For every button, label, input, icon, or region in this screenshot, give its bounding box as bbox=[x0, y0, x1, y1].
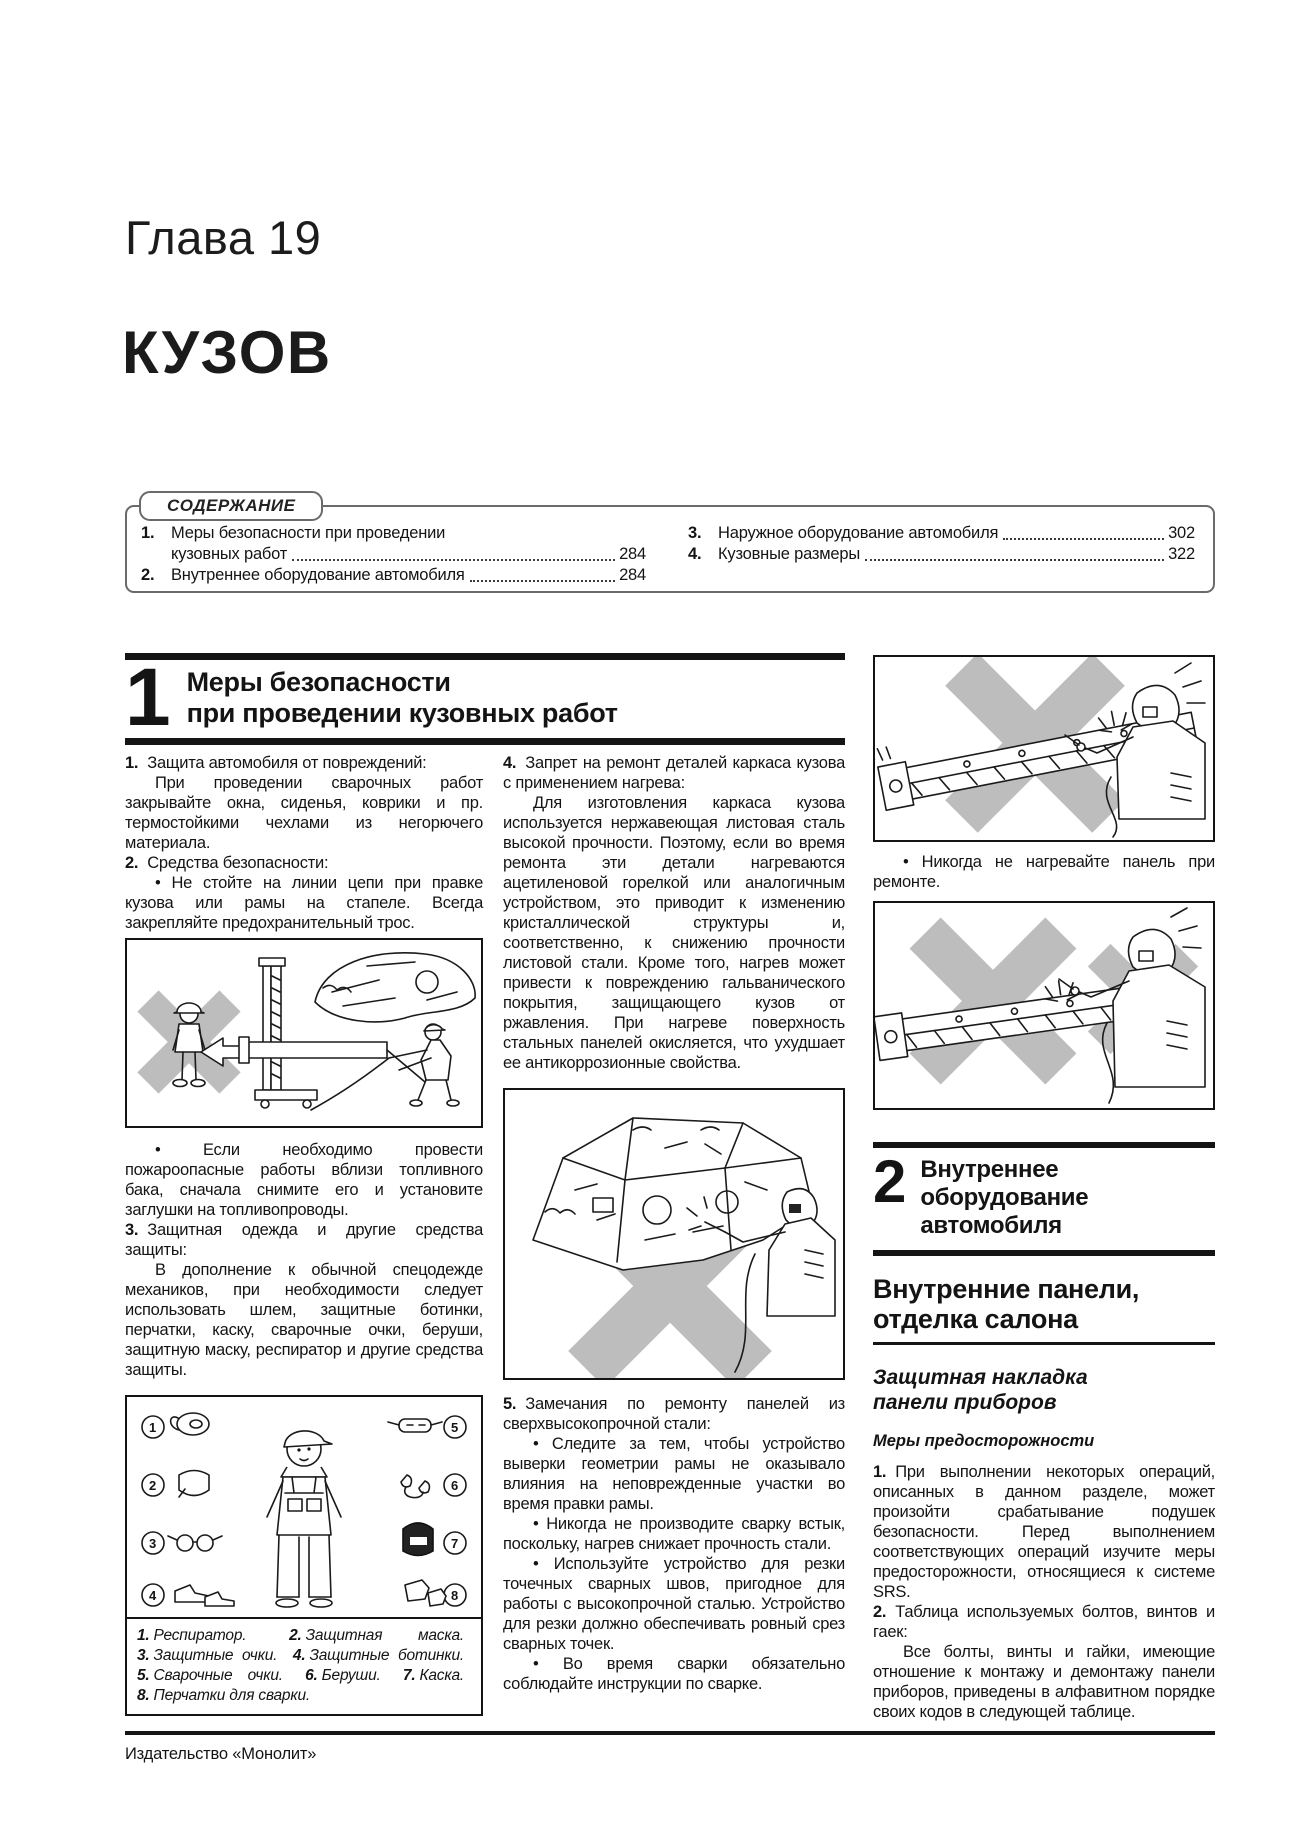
publisher-footer: Издательство «Монолит» bbox=[125, 1745, 317, 1763]
equipment-markers-right bbox=[444, 1416, 466, 1606]
column-1 bbox=[125, 753, 483, 1716]
page-title: КУЗОВ bbox=[122, 319, 332, 386]
topic-heading: Защитная накладка панели приборов bbox=[873, 1366, 1088, 1414]
mechanic-figure bbox=[267, 1431, 341, 1607]
paragraph: При проведении сварочных работ закрывайте окна, сиденья, коврики и пр. термостойкими чехлами из негорючего материала. bbox=[125, 774, 483, 852]
dotted-leader bbox=[470, 580, 615, 582]
section-1-title: Меры безопасности при проведении кузовных работ bbox=[186, 667, 618, 728]
paragraph: 1. При выполнении некоторых операций, описанных в данном разделе, может произойти срабатывание подушек безопасности. Перед выполнением соответствующих операций изучите меры предосторожности, относящиеся к системе SRS. bbox=[873, 1463, 1215, 1601]
paragraph: 2. Средства безопасности: bbox=[125, 854, 329, 872]
body-shell-warning-drawing bbox=[505, 1090, 842, 1378]
section-1-number: 1 bbox=[125, 652, 169, 743]
svg-text:8: 8 bbox=[451, 1588, 459, 1603]
paragraph: • Используйте устройство для резки точечных сварных швов, пригодное для работы с высокопрочной сталью. Устройство для резки должно обеспечивать ровный срез сварных точек. bbox=[503, 1555, 845, 1653]
protective-equipment-illustration bbox=[125, 1395, 483, 1716]
paragraph: 3. Защитная одежда и другие средства защиты: bbox=[125, 1221, 483, 1259]
caption-text: • Никогда не нагревайте панель при ремонте. bbox=[873, 853, 1215, 891]
operator-figure bbox=[311, 1024, 459, 1110]
section-2-title: Внутреннее оборудование автомобиля bbox=[920, 1156, 1089, 1239]
svg-text:2: 2 bbox=[149, 1478, 157, 1493]
footer-rule bbox=[125, 1731, 1215, 1735]
body-shell-warning-illustration bbox=[503, 1088, 845, 1380]
frame-bench-warning-drawing bbox=[127, 940, 480, 1126]
frame-bench-warning-illustration bbox=[125, 938, 483, 1128]
straightening-tower bbox=[239, 958, 425, 1108]
welding-gloves-sketch bbox=[405, 1580, 446, 1606]
paragraph: 4. Запрет на ремонт деталей каркаса кузова с применением нагрева: bbox=[503, 754, 845, 792]
toc-item-2: 2. Внутреннее оборудование автомобиля 284 bbox=[141, 566, 646, 584]
svg-text:1: 1 bbox=[149, 1420, 157, 1435]
svg-text:3: 3 bbox=[149, 1536, 157, 1551]
paragraph: Для изготовления каркаса кузова используется нержавеющая листовая сталь высокой прочности. Поэтому, если во время ремонта эти детали нагреваются ацетиленовой горелкой или аналогичным устройством, это приводит к изменению кристаллической структуры и, соответственно, к снижению прочности листовой стали. Кроме того, нагрев может привести к повреждению гальванического покрытия, защищающего кузов от ржавления. При нагреве поверхность стальных панелей окисляется, что ухудшает ее антикоррозионные свойства. bbox=[503, 794, 845, 1072]
section-1-header bbox=[125, 653, 845, 745]
paragraph: 5. Замечания по ремонту панелей из сверхвысокопрочной стали: bbox=[503, 1395, 845, 1433]
paragraph: В дополнение к обычной спецодежде механиков, при необходимости следует использовать шлем, защитные ботинки, перчатки, каску, сварочные очки, беруши, защитную маску, респиратор и другие средства защиты. bbox=[125, 1261, 483, 1379]
svg-text:4: 4 bbox=[149, 1588, 157, 1603]
svg-text:6: 6 bbox=[451, 1478, 459, 1493]
chapter-label: Глава 19 bbox=[125, 211, 322, 264]
sill-heating-warning-drawing-2 bbox=[875, 903, 1212, 1108]
table-of-contents bbox=[125, 496, 1215, 593]
paragraph: • Если необходимо провести пожароопасные работы вблизи топливного бака, сначала снимите его и установите заглушки на топливопроводы. bbox=[125, 1141, 483, 1219]
paragraph: • Никогда не производите сварку встык, поскольку, нагрев снижает прочность стали. bbox=[503, 1515, 845, 1553]
toc-tab-label: СОДЕРЖАНИЕ bbox=[139, 491, 323, 521]
toc-item-3: 3. Наружное оборудование автомобиля 302 bbox=[688, 524, 1195, 542]
subsection-heading: Внутренние панели, отделка салона bbox=[873, 1274, 1215, 1345]
equipment-markers-left bbox=[142, 1416, 164, 1606]
column-3 bbox=[873, 655, 1215, 1722]
dotted-leader bbox=[1003, 538, 1164, 540]
sill-heating-warning-illustration-2 bbox=[873, 901, 1215, 1110]
sill-heating-warning-drawing-1 bbox=[875, 657, 1212, 840]
paragraph: • Следите за тем, чтобы устройство выверки геометрии рамы не оказывало влияния на неповрежденные участки во время правки рамы. bbox=[503, 1435, 845, 1513]
precautions-heading: Меры предосторожности bbox=[873, 1432, 1095, 1450]
protective-equipment-drawing bbox=[127, 1397, 480, 1617]
paragraph: 1. Защита автомобиля от повреждений: bbox=[125, 754, 427, 772]
safety-glasses-sketch bbox=[168, 1535, 222, 1551]
svg-text:5: 5 bbox=[451, 1420, 459, 1435]
paragraph: • Во время сварки обязательно соблюдайте инструкции по сварке. bbox=[503, 1655, 845, 1693]
sill-heating-warning-illustration-1 bbox=[873, 655, 1215, 842]
section-2-header bbox=[873, 1142, 1215, 1256]
face-shield-sketch bbox=[179, 1471, 209, 1498]
respirator-sketch bbox=[171, 1413, 209, 1435]
section-2-number: 2 bbox=[873, 1148, 905, 1215]
toc-item-1: 1. Меры безопасности при проведении bbox=[141, 524, 446, 542]
paragraph: 2. Таблица используемых болтов, винтов и гаек: bbox=[873, 1603, 1215, 1641]
paragraph: Все болты, винты и гайки, имеющие отношение к монтажу и демонтажу панели приборов, приведены в алфавитном порядке своих кодов в следующей таблице. bbox=[873, 1643, 1215, 1721]
toc-left-column bbox=[141, 523, 646, 584]
dotted-leader bbox=[292, 559, 615, 561]
ear-plugs-sketch bbox=[401, 1475, 429, 1498]
toc-right-column bbox=[688, 523, 1195, 581]
paragraph: • Не стойте на линии цепи при правке кузова или рамы на стапеле. Всегда закрепляйте предохранительный трос. bbox=[125, 874, 483, 932]
equipment-caption: 1. Респиратор. 2. Защитная маска. 3. Защитные очки. 4. Защитные ботинки. 5. Сварочные очки. 6. Беруши. 7. Каска. 8. Перчатки для сварки. bbox=[127, 1617, 481, 1714]
svg-text:7: 7 bbox=[451, 1536, 459, 1551]
column-2 bbox=[503, 753, 845, 1694]
dotted-leader bbox=[865, 559, 1164, 561]
toc-item-1-continued: кузовных работ 284 bbox=[171, 545, 646, 563]
safety-boots-sketch bbox=[175, 1585, 234, 1606]
toc-item-4: 4. Кузовные размеры 322 bbox=[688, 545, 1195, 563]
welding-goggles-sketch bbox=[388, 1419, 442, 1432]
car-body-sketch bbox=[315, 953, 475, 1022]
helmet-sketch bbox=[403, 1523, 433, 1556]
